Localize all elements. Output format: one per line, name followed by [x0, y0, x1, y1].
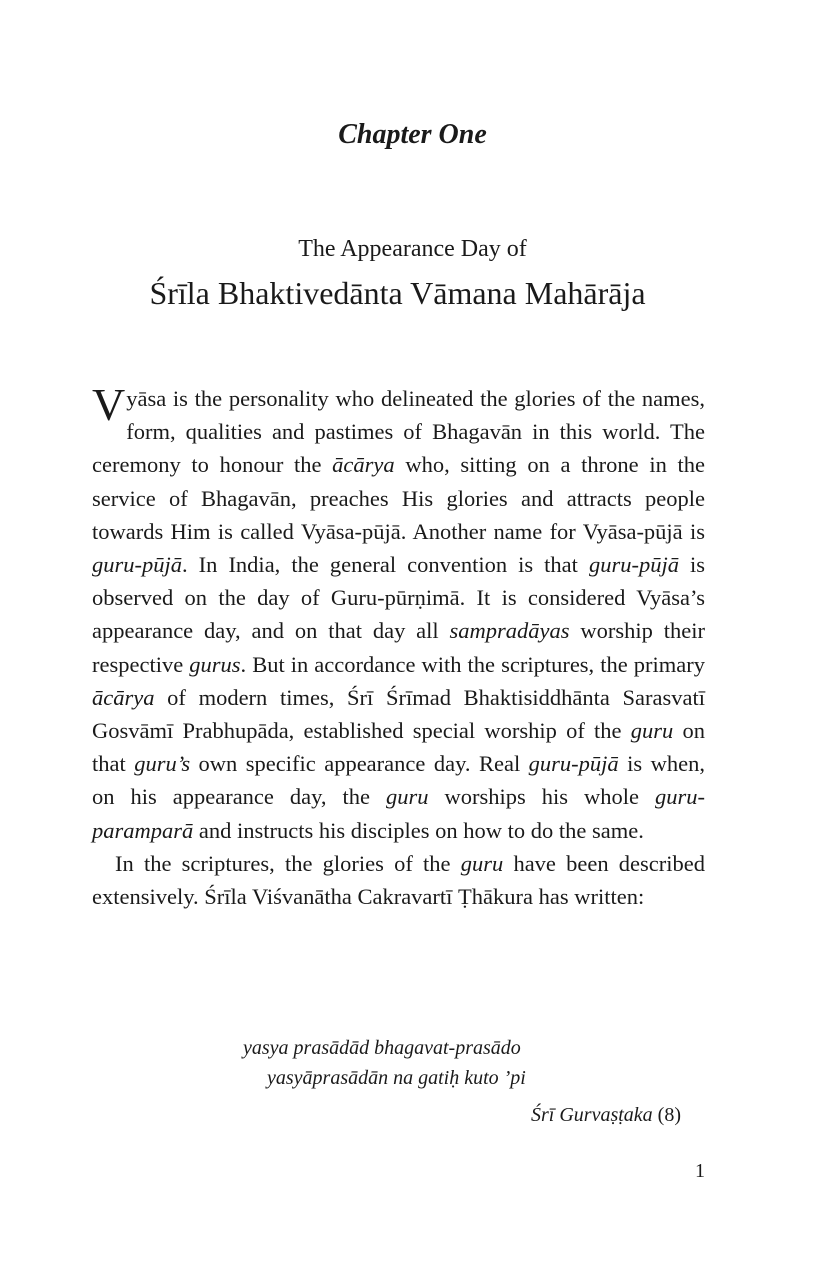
chapter-subtitle: The Appearance Day of	[298, 236, 527, 262]
paragraph-2	[92, 847, 705, 913]
drop-cap: V	[92, 379, 126, 430]
italic-term: guru-paramparā	[92, 784, 705, 843]
verse-line-2: yasyāprasādān na gatiḥ kuto ’pi	[267, 1067, 526, 1089]
text-run: and instructs his disciples on how to do the same.	[193, 817, 644, 843]
italic-term: ācārya	[332, 452, 395, 478]
text-run: have been described extensively. Śrīla Viśvanātha Cakravartī Ṭhākura has written:	[92, 850, 705, 910]
italic-term: guru’s	[134, 751, 191, 777]
italic-term: guru	[386, 784, 429, 810]
verse-source-title: Śrī Gurvaṣṭaka	[531, 1104, 653, 1126]
text-run: who, sitting on a throne in the service of Bhagavān, preaches His glories and attracts people towards Him is called Vyāsa-pūjā. Another name for Vyāsa-pūjā is	[92, 452, 706, 544]
body-text	[92, 379, 706, 913]
text-run: is when, on his appearance day, the	[92, 751, 705, 810]
text-run: . In India, the general convention is that	[182, 552, 589, 578]
chapter-heading: Chapter One	[338, 119, 487, 150]
chapter-title: Śrīla Bhaktivedānta Vāmana Mahārāja	[149, 275, 646, 311]
paragraph-1	[92, 379, 706, 847]
text-run: . But in accordance with the scriptures, the primary	[240, 651, 705, 677]
text-run: is observed on the day of Guru-pūrṇimā. It is considered Vyāsa’s appearance day, and on that day all	[92, 552, 705, 644]
italic-term: guru	[630, 718, 674, 744]
page-number: 1	[695, 1160, 705, 1182]
verse-line-1: yasya prasādād bhagavat-prasādo	[243, 1037, 521, 1059]
text-run: worship their respective	[92, 618, 705, 677]
italic-term: guru-pūjā	[588, 552, 679, 578]
text-run: on that	[92, 718, 705, 777]
italic-term: sampradāyas	[449, 618, 570, 644]
italic-term: guru-pūjā	[92, 552, 182, 578]
italic-term: guru	[460, 850, 504, 876]
text-run: of modern times, Śrī Śrīmad Bhaktisiddhānta Sarasvatī Gosvāmī Prabhupāda, established special worship of the	[92, 684, 705, 744]
text-run: yāsa is the personality who delineated the glories of the names, form, qualities and pastimes of Bhagavān in this world. The ceremony to honour the	[92, 386, 705, 478]
verse-source-ref: (8)	[652, 1104, 681, 1126]
text-run: In the scriptures, the glories of the	[115, 850, 461, 876]
text-run: worships his whole	[428, 784, 655, 810]
italic-term: ācārya	[92, 684, 155, 710]
italic-term: guru-pūjā	[528, 751, 619, 777]
verse-source	[0, 1104, 681, 1127]
italic-term: gurus	[189, 651, 241, 677]
text-run: own specific appearance day. Real	[190, 751, 529, 777]
